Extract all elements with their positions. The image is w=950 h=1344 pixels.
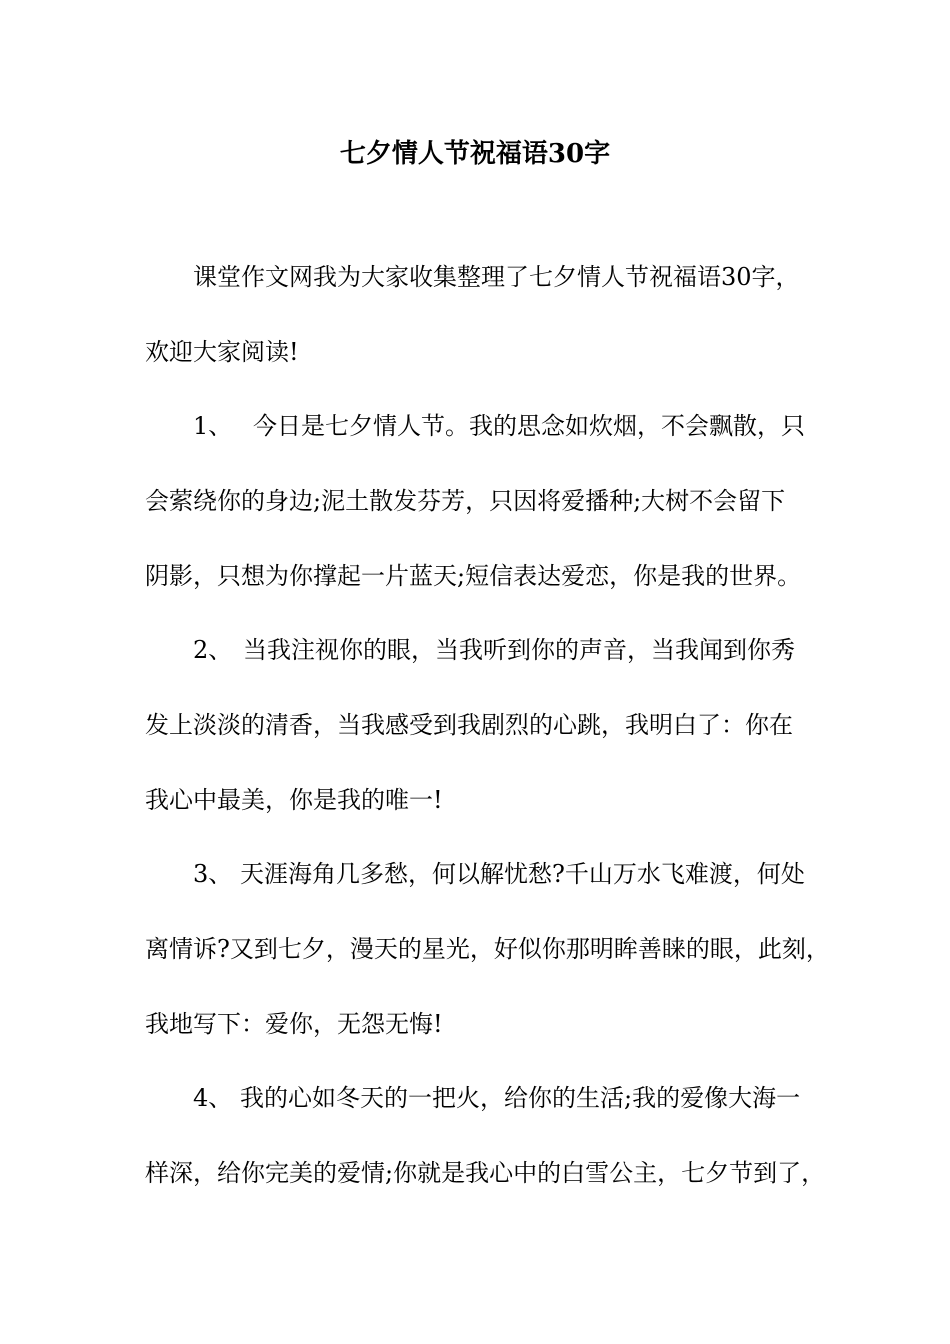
item-3-first-line xyxy=(193,856,893,892)
item-4-number: 4、 xyxy=(193,1084,233,1112)
item-2-number: 2、 xyxy=(193,636,233,664)
item-2-text: 当我注视你的眼，当我听到你的声音，当我闻到你秀 xyxy=(243,636,795,664)
item-1-line-2: 会萦绕你的身边;泥土散发芬芳，只因将爱播种;大树不会留下 xyxy=(145,487,786,515)
item-1-text: 今日是七夕情人节。我的思念如炊烟，不会飘散，只 xyxy=(253,412,805,440)
intro-line-1: 课堂作文网我为大家收集整理了七夕情人节祝福语30字， xyxy=(193,263,800,291)
item-3-number: 3、 xyxy=(193,860,233,888)
item-4-line-2: 样深，给你完美的爱情;你就是我心中的白雪公主，七夕节到了， xyxy=(145,1159,826,1187)
item-2-line-3: 我心中最美，你是我的唯一! xyxy=(145,786,443,814)
item-3-line-3: 我地写下：爱你，无怨无悔! xyxy=(145,1010,443,1038)
item-1-first-line xyxy=(193,408,893,444)
item-2-line-2: 发上淡淡的清香，当我感受到我剧烈的心跳，我明白了：你在 xyxy=(145,711,793,739)
item-4-first-line xyxy=(193,1080,893,1116)
item-3-line-2: 离情诉?又到七夕，漫天的星光，好似你那明眸善睐的眼，此刻， xyxy=(145,935,830,963)
item-3-text: 天涯海角几多愁，何以解忧愁?千山万水飞难渡，何处 xyxy=(240,860,805,888)
item-4-text: 我的心如冬天的一把火，给你的生活;我的爱像大海一 xyxy=(240,1084,801,1112)
page-title: 七夕情人节祝福语30字 xyxy=(339,139,611,169)
item-2-first-line xyxy=(193,632,893,668)
item-1-number: 1、 xyxy=(193,412,233,440)
item-1-line-3: 阴影，只想为你撑起一片蓝天;短信表达爱恋，你是我的世界。 xyxy=(145,562,802,590)
intro-line-2: 欢迎大家阅读! xyxy=(145,338,299,366)
